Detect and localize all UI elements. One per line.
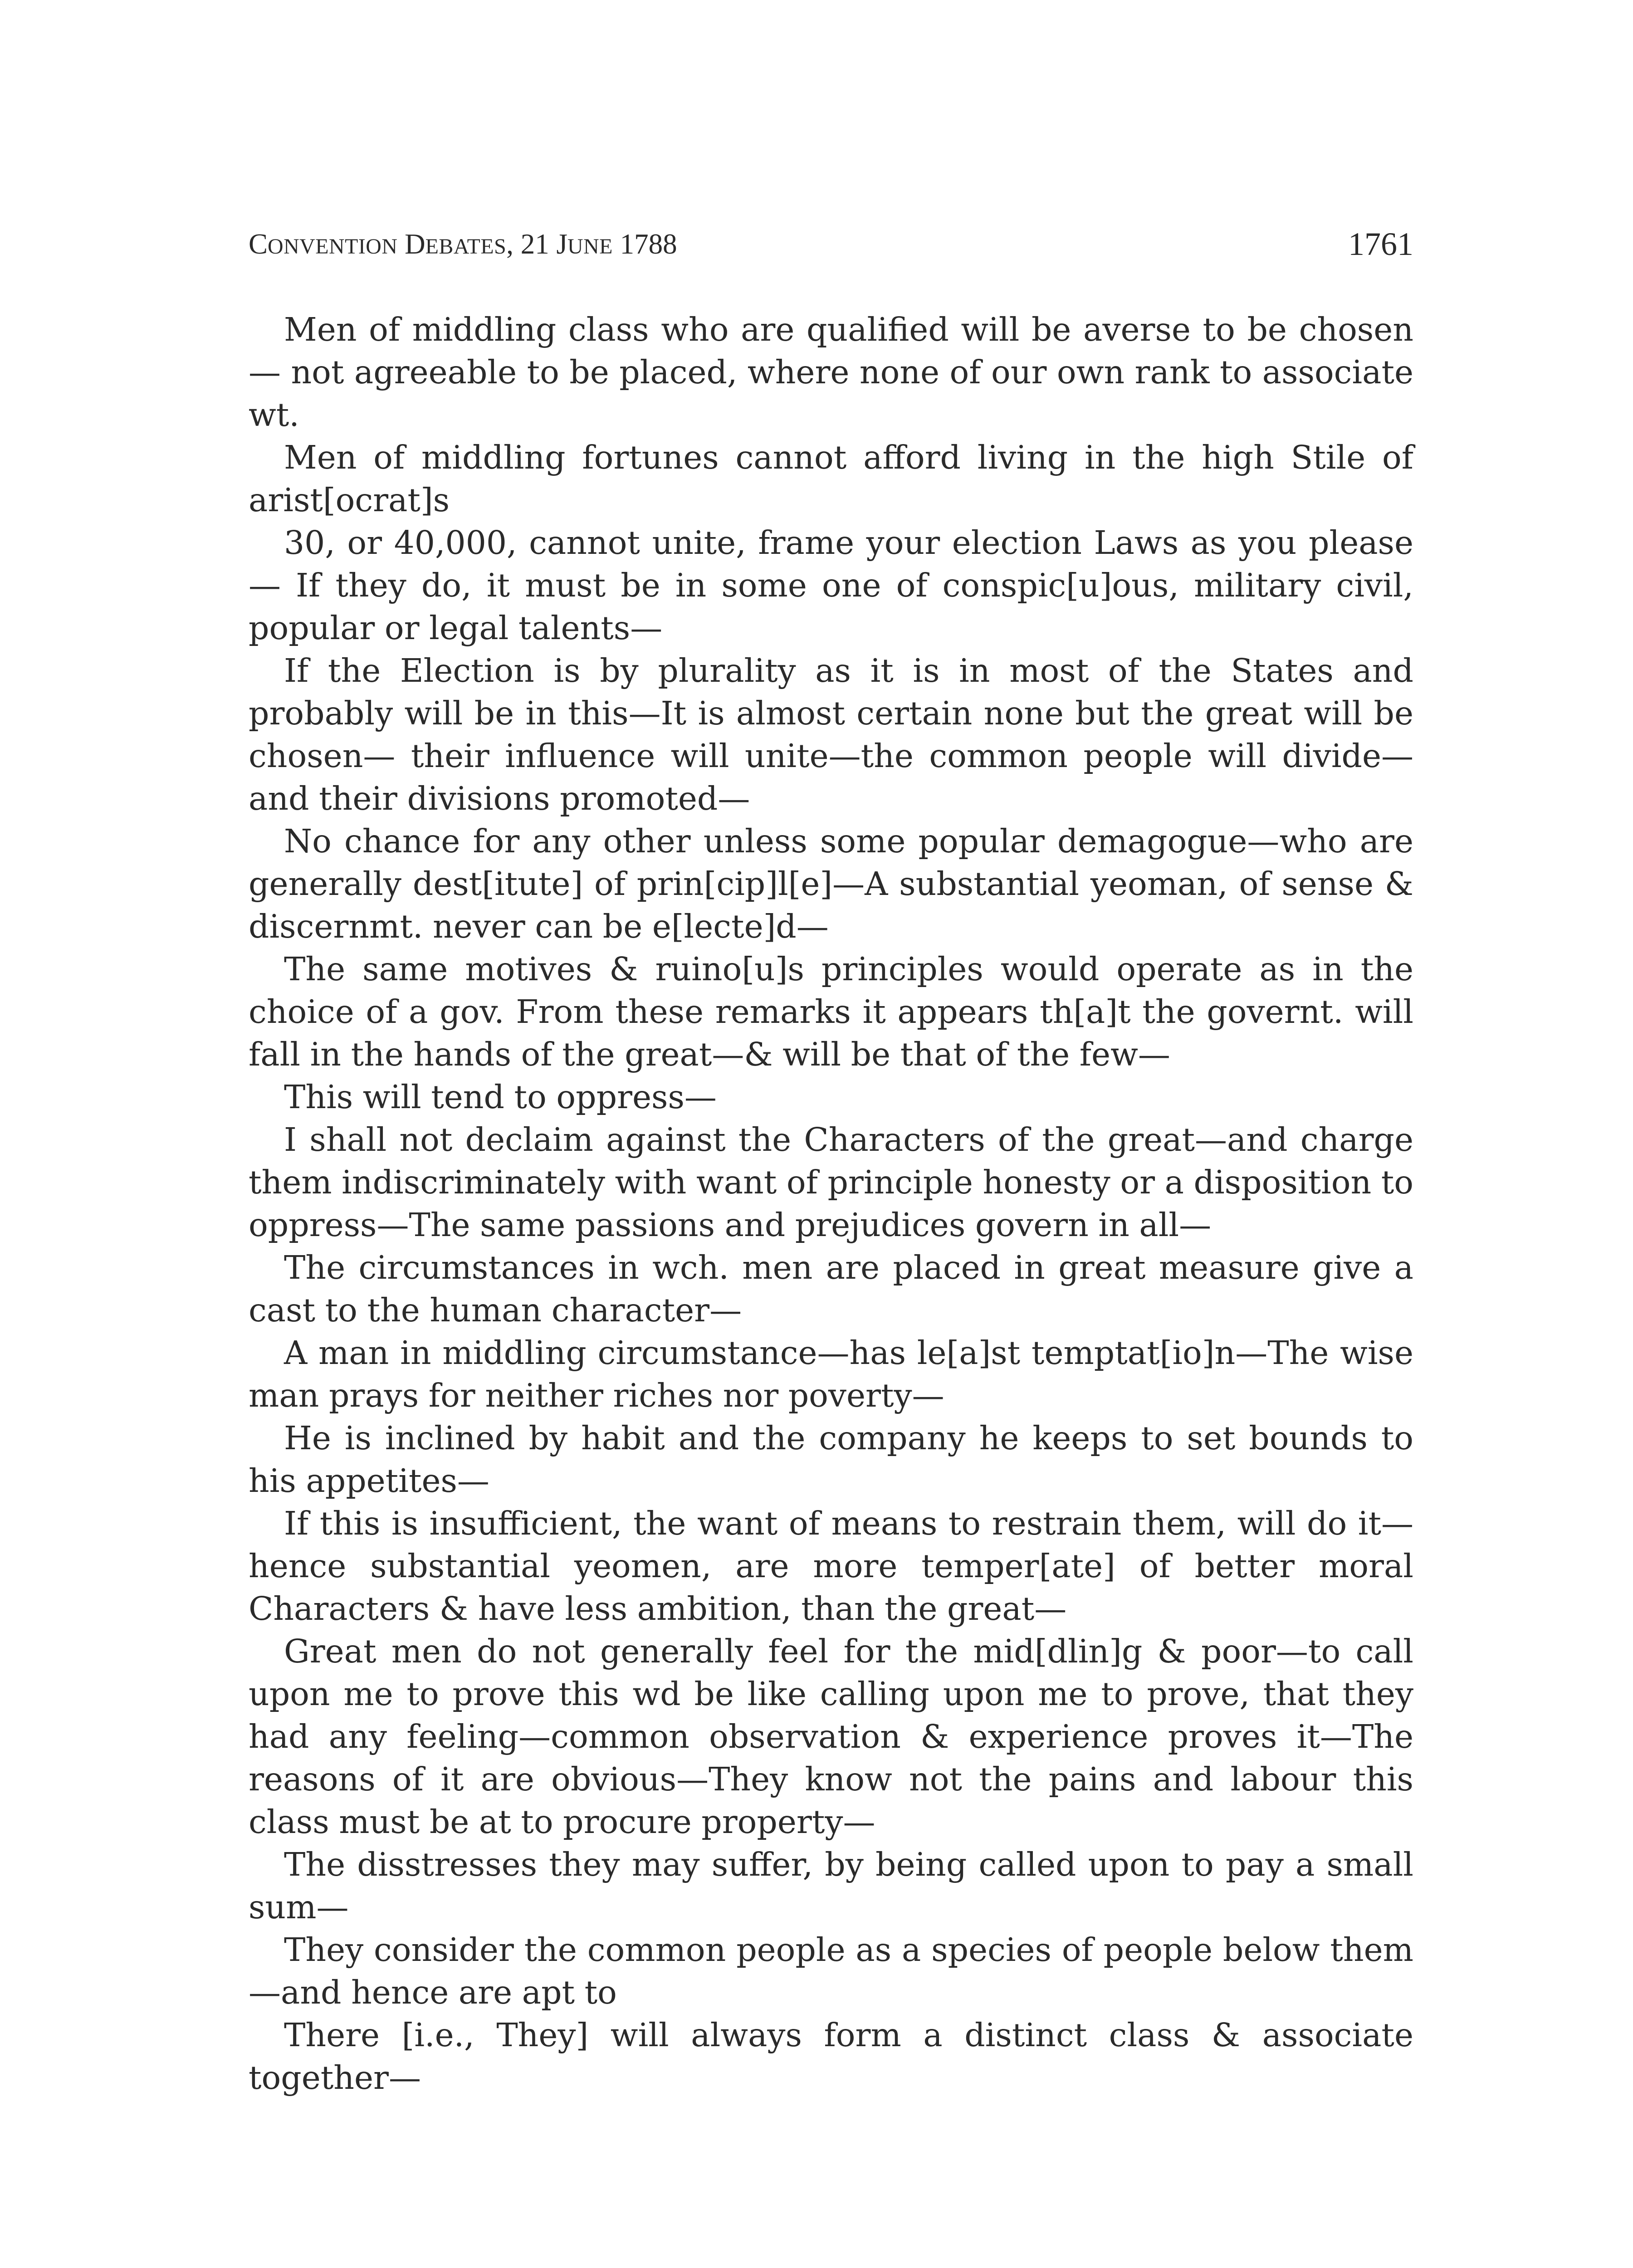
note-entry-8: I shall not declaim against the Characters of the great—and charge them indiscriminately with want of principle honesty or a disposition to oppress—The same passions and prejudices govern in all— (249, 1121, 1414, 1244)
title-initial-d: D (405, 228, 425, 260)
note-entry-9: The circumstances in wch. men are placed in great measure give a cast to the human character— (249, 1249, 1413, 1329)
page-number: 1761 (1348, 226, 1413, 262)
title-small-caps-une: UNE (567, 235, 613, 259)
note-entry-10: A man in middling circumstance—has le[a]st temptat[io]n—The wise man prays for neither riches nor poverty— (249, 1334, 1413, 1414)
note-entry-3: 30, or 40,000, cannot unite, frame your election Laws as you please— If they do, it must be in some one of conspic[u]ous, military civil, popular or legal talents— (249, 524, 1413, 647)
note-entry-11: He is inclined by habit and the company he keeps to set bounds to his appetites— (249, 1419, 1413, 1500)
title-initial-c: C (249, 228, 268, 260)
running-head (249, 221, 1413, 267)
note-entry-12: If this is insufficient, the want of means to restrain them, will do it— hence substantial yeomen, are more temper[ate] of better moral Characters & have less ambition, than the great— (249, 1505, 1413, 1628)
note-entry-5: No chance for any other unless some popular demagogue—who are generally dest[itute] of prin[cip]l[e]—A substantial yeoman, of sense & discernmt. never can be e[lecte]d— (249, 822, 1413, 945)
note-entry-15: They consider the common people as a species of people below them —and hence are apt to (249, 1931, 1413, 2011)
note-entry-1: Men of middling class who are qualified will be averse to be chosen— not agreeable to be placed, where none of our own rank to associate wt. (249, 311, 1413, 434)
title-initial-j: J (556, 228, 567, 260)
title-date-day: , 21 (506, 228, 557, 260)
note-entry-4: If the Election is by plurality as it is in most of the States and probably will be in this—It is almost certain none but the great will be chosen— their influence will unite—the common people will divide—and their divisions promoted— (249, 652, 1413, 817)
debate-notes (249, 308, 1413, 2099)
title-small-caps-ebates: EBATES (425, 235, 507, 259)
note-entry-13: Great men do not generally feel for the mid[dlin]g & poor—to call upon me to prove this wd be like calling upon me to prove, that they had any feeling—common observation & experience proves it—The reasons of it are obvious—They know not the pains and labour this class must be at to procure property— (249, 1633, 1413, 1841)
title-small-caps-onvention: ONVENTION (268, 235, 398, 259)
note-entry-16: There [i.e., They] will always form a distinct class & associate together— (249, 2016, 1413, 2097)
title-year: 1788 (612, 228, 677, 260)
note-entry-7: This will tend to oppress— (284, 1078, 717, 1116)
note-entry-14: The disstresses they may suffer, by being called upon to pay a small sum— (249, 1846, 1413, 1926)
running-head-title (249, 221, 677, 269)
note-entry-6: The same motives & ruino[u]s principles would operate as in the choice of a gov. From these remarks it appears th[a]t the governt. will fall in the hands of the great—& will be that of the few— (249, 950, 1413, 1073)
note-entry-2: Men of middling fortunes cannot afford living in the high Stile of arist[ocrat]s (249, 439, 1413, 519)
